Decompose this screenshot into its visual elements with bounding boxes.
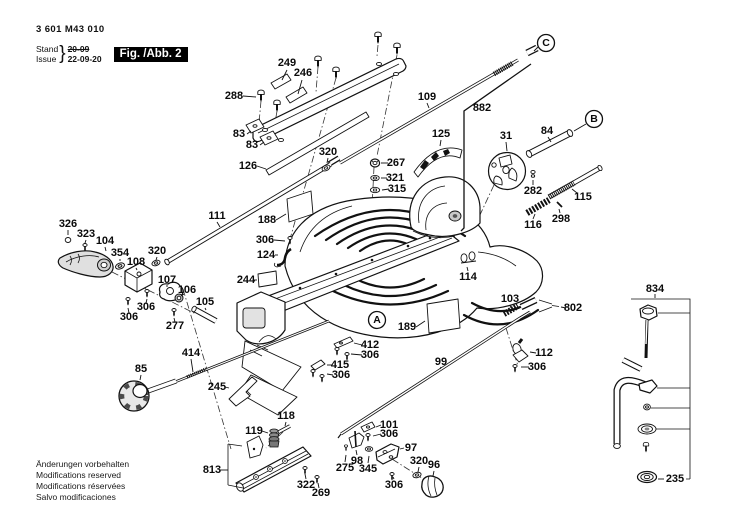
- sticker-246: [286, 87, 307, 103]
- callout-322: 322: [296, 479, 316, 491]
- callout-84: 84: [540, 125, 554, 137]
- callout-125: 125: [431, 128, 451, 140]
- callout-31: 31: [499, 130, 513, 142]
- callout-leader-320: [418, 467, 419, 472]
- callout-189: 189: [397, 321, 417, 333]
- callout-802: 802: [563, 302, 583, 314]
- callout-leader-414: [191, 359, 193, 372]
- stand-label: Stand: [36, 44, 59, 54]
- callout-leader-323: [85, 240, 86, 243]
- callout-235: 235: [665, 473, 685, 485]
- callout-249: 249: [277, 57, 297, 69]
- callout-115: 115: [574, 191, 592, 203]
- callout-leader-275: [345, 455, 346, 462]
- figure-badge: Fig. /Abb. 2: [114, 47, 188, 62]
- callout-345: 345: [358, 463, 378, 475]
- title-block: [36, 24, 188, 65]
- part-washer-315: [370, 187, 379, 192]
- part-sleeve-C: [527, 47, 538, 53]
- callout-112: 112: [535, 347, 553, 359]
- callout-118: 118: [277, 410, 295, 422]
- callout-leader-345: [368, 456, 369, 463]
- callout-415: 415: [330, 359, 350, 371]
- callout-188: 188: [257, 214, 277, 226]
- callout-306: 306: [384, 479, 404, 491]
- callout-111: 111: [208, 210, 226, 222]
- callout-288: 288: [224, 90, 244, 102]
- callout-97: 97: [404, 442, 418, 454]
- callout-269: 269: [311, 487, 331, 499]
- part-detent-disc: [489, 153, 526, 190]
- callout-244: 244: [236, 274, 256, 286]
- callout-277: 277: [165, 320, 185, 332]
- ref-letter-C: C: [542, 37, 550, 49]
- callout-321: 321: [385, 172, 405, 184]
- part-spring-116: [527, 200, 549, 213]
- callout-104: 104: [95, 235, 115, 247]
- callout-320: 320: [409, 455, 429, 467]
- callout-124: 124: [256, 249, 276, 261]
- callout-282: 282: [523, 185, 543, 197]
- footer-line-de: Änderungen vorbehalten: [36, 459, 130, 469]
- callout-298: 298: [551, 213, 571, 225]
- part-pin-298: [557, 202, 562, 207]
- callout-leader-85: [140, 375, 141, 380]
- callout-leader-125: [440, 140, 441, 146]
- callout-246: 246: [293, 67, 313, 79]
- part-nut-267: [370, 159, 379, 167]
- callout-306: 306: [136, 301, 156, 313]
- callout-99: 99: [434, 356, 448, 368]
- callout-306: 306: [331, 369, 351, 381]
- callout-leader-126: [257, 166, 266, 169]
- callout-109: 109: [417, 91, 437, 103]
- callout-96: 96: [427, 459, 441, 471]
- sticker-244: [258, 271, 277, 287]
- part-pivot-housing: [410, 177, 480, 238]
- ref-letter-A: A: [373, 314, 381, 326]
- callout-320: 320: [318, 146, 338, 158]
- callout-leader-119: [262, 431, 268, 433]
- callout-813: 813: [202, 464, 222, 476]
- callout-leader-188: [276, 214, 286, 220]
- callout-834: 834: [645, 283, 665, 295]
- part-clip-415: [311, 360, 325, 383]
- old-date: 20-09: [67, 44, 90, 54]
- part-front-fascia: [237, 292, 285, 344]
- callout-leader-109: [427, 103, 429, 108]
- callout-306: 306: [379, 428, 399, 440]
- legal-footer: [36, 459, 129, 503]
- callout-leader-320: [327, 158, 328, 163]
- callout-108: 108: [126, 256, 146, 268]
- part-clip-412: [334, 337, 353, 361]
- callout-323: 323: [76, 228, 96, 240]
- callout-267: 267: [386, 157, 406, 169]
- part-knob-85: [119, 381, 176, 411]
- sticker-249: [271, 74, 291, 89]
- callout-306: 306: [255, 234, 275, 246]
- sticker-189: [427, 299, 460, 333]
- part-washer-320-bottom: [412, 471, 421, 478]
- callout-114: 114: [459, 271, 477, 283]
- callout-412: 412: [360, 339, 380, 351]
- callout-leader-31: [506, 142, 507, 151]
- part-number: 3 601 M43 010: [36, 24, 105, 35]
- callout-101: 101: [379, 419, 399, 431]
- callout-275: 275: [335, 462, 355, 474]
- callout-354: 354: [110, 247, 130, 259]
- callout-106: 106: [177, 284, 197, 296]
- footer-line-fr: Modifications réservées: [36, 481, 126, 491]
- callout-245: 245: [207, 381, 227, 393]
- callout-882: 882: [472, 102, 492, 114]
- callout-leader-105: [205, 308, 206, 310]
- callout-83: 83: [245, 139, 259, 151]
- callout-leader-118: [285, 422, 286, 426]
- callout-306: 306: [527, 361, 547, 373]
- washer-320-top: [321, 164, 331, 172]
- callout-leader-104: [105, 247, 106, 251]
- part-washer-321: [371, 175, 379, 180]
- callout-leader-320: [156, 257, 157, 260]
- part-knob-96: [422, 476, 443, 497]
- part-bracket-97: [376, 444, 399, 481]
- callout-leader-97: [400, 448, 404, 449]
- part-clamp-112: [511, 339, 528, 373]
- callout-leader-306: [274, 240, 285, 241]
- footer-line-en: Modifications reserved: [36, 470, 122, 480]
- callout-320: 320: [147, 245, 167, 257]
- callout-105: 105: [195, 296, 215, 308]
- part-angle-scale: [414, 148, 462, 177]
- callout-leader-288: [243, 96, 256, 97]
- callout-leader-83: [260, 142, 264, 145]
- part-lock-lever-104: [58, 251, 113, 277]
- callout-315: 315: [387, 183, 407, 195]
- callout-103: 103: [500, 293, 520, 305]
- callout-83: 83: [232, 128, 246, 140]
- part-plug-119: [269, 429, 279, 447]
- footer-line-es: Salvo modificaciones: [36, 492, 116, 502]
- ref-letter-B: B: [590, 113, 598, 125]
- part-pin-84: [525, 124, 586, 158]
- callout-306: 306: [360, 349, 380, 361]
- callout-119: 119: [245, 425, 263, 437]
- callout-414: 414: [181, 347, 201, 359]
- brace-glyph: }: [59, 43, 66, 64]
- callout-126: 126: [238, 160, 258, 172]
- callout-116: 116: [524, 219, 542, 231]
- issue-label: Issue: [36, 54, 57, 64]
- callout-326: 326: [58, 218, 78, 230]
- callout-98: 98: [350, 455, 364, 467]
- callout-306: 306: [119, 311, 139, 323]
- callout-leader-96: [433, 471, 434, 476]
- part-bead-282: [531, 170, 535, 177]
- callout-leader-111: [217, 222, 220, 227]
- issue-date: 22-09-20: [67, 54, 102, 64]
- callout-85: 85: [134, 363, 148, 375]
- group-834: [614, 299, 690, 483]
- callout-107: 107: [157, 274, 177, 286]
